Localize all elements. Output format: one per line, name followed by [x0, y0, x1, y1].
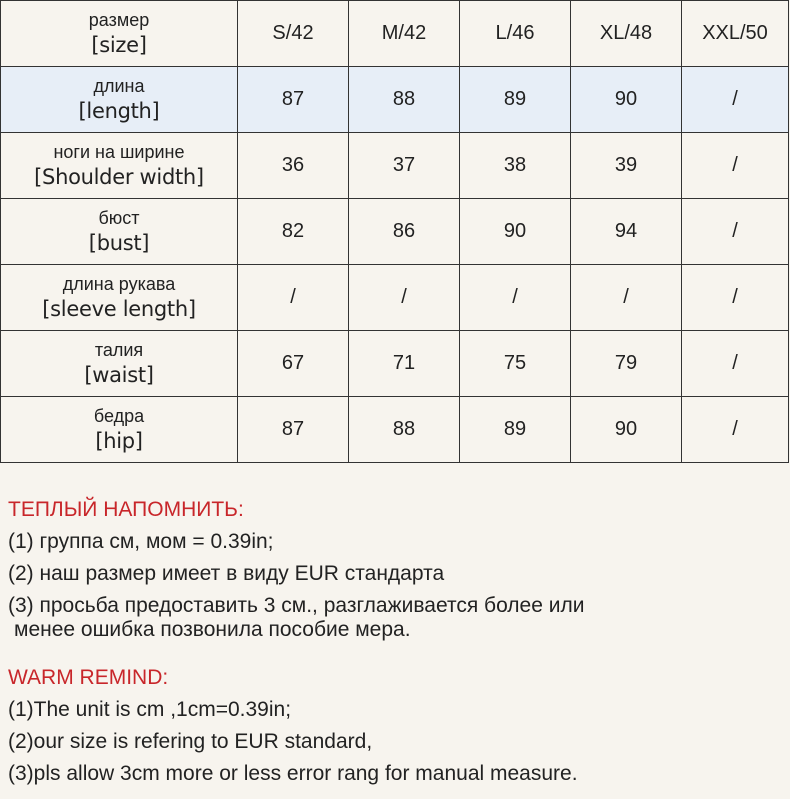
table-cell: /: [349, 265, 460, 331]
table-cell: /: [682, 67, 789, 133]
table-cell: /: [682, 199, 789, 265]
row-label-en: [Shoulder width]: [34, 164, 204, 189]
table-cell: /: [682, 133, 789, 199]
table-cell: 39: [571, 133, 682, 199]
notes-en: [8, 662, 788, 790]
table-cell: /: [238, 265, 349, 331]
row-label-cell: [1, 265, 238, 331]
notes-section: [8, 494, 788, 790]
table-cell: 71: [349, 331, 460, 397]
size-header-s: S/42: [238, 1, 349, 67]
table-row-bust: [1, 199, 789, 265]
row-label-cell: [1, 67, 238, 133]
table-row-shoulder-width: [1, 133, 789, 199]
table-cell: 88: [349, 67, 460, 133]
table-cell: 38: [460, 133, 571, 199]
table-cell: 94: [571, 199, 682, 265]
table-cell: /: [682, 397, 789, 463]
table-row-waist: [1, 331, 789, 397]
notes-ru-line-3: (3) просьба предоставить 3 см., разглаживается более или: [8, 594, 585, 617]
notes-en-line-1: (1)The unit is cm ,1cm=0.39in;: [8, 698, 292, 721]
row-label-en: [hip]: [95, 428, 143, 453]
row-label-ru: бюст: [98, 208, 140, 229]
table-cell: 89: [460, 67, 571, 133]
table-row-sleeve-length: [1, 265, 789, 331]
row-label-ru: ноги на ширине: [53, 142, 185, 163]
table-cell: 88: [349, 397, 460, 463]
row-label-en: [bust]: [88, 230, 150, 255]
size-header-m: M/42: [349, 1, 460, 67]
header-row: [1, 1, 789, 67]
table-cell: 90: [460, 199, 571, 265]
table-cell: 82: [238, 199, 349, 265]
table-cell: 90: [571, 397, 682, 463]
notes-en-line-2: (2)our size is refering to EUR standard,: [8, 730, 373, 753]
table-cell: 87: [238, 67, 349, 133]
table-cell: /: [460, 265, 571, 331]
row-label-ru: бедра: [93, 406, 145, 427]
size-header-xxl: XXL/50: [682, 1, 789, 67]
row-label-ru: длина: [93, 76, 145, 97]
table-row-hip: [1, 397, 789, 463]
table-cell: 87: [238, 397, 349, 463]
table-row-length: [1, 67, 789, 133]
size-header-xl: XL/48: [571, 1, 682, 67]
row-label-en: [length]: [78, 98, 160, 123]
row-label-en: [sleeve length]: [42, 296, 196, 321]
header-label-ru: размер: [88, 10, 150, 31]
row-label-cell: [1, 331, 238, 397]
header-label-cell: [1, 1, 238, 67]
row-label-cell: [1, 199, 238, 265]
notes-ru-heading: ТЕПЛЫЙ НАПОМНИТЬ:: [8, 498, 244, 521]
row-label-ru: талия: [94, 340, 144, 361]
table-cell: 89: [460, 397, 571, 463]
row-label-en: [waist]: [84, 362, 154, 387]
table-cell: 36: [238, 133, 349, 199]
table-cell: 37: [349, 133, 460, 199]
table-cell: 86: [349, 199, 460, 265]
row-label-cell: [1, 133, 238, 199]
table-cell: 79: [571, 331, 682, 397]
row-label-cell: [1, 397, 238, 463]
notes-en-heading: WARM REMIND:: [8, 666, 169, 689]
notes-ru-line-2: (2) наш размер имеет в виду EUR стандарта: [8, 562, 445, 585]
table-cell: /: [682, 265, 789, 331]
notes-ru: [8, 494, 788, 644]
header-label-en: [size]: [91, 32, 147, 57]
size-header-l: L/46: [460, 1, 571, 67]
table-cell: /: [571, 265, 682, 331]
table-cell: 90: [571, 67, 682, 133]
table-cell: 67: [238, 331, 349, 397]
notes-en-line-3: (3)pls allow 3cm more or less error rang for manual measure.: [8, 762, 578, 785]
table-cell: 75: [460, 331, 571, 397]
row-label-ru: длина рукава: [62, 274, 176, 295]
notes-ru-line-3-continued: менее ошибка позвонила пособие мера.: [14, 618, 411, 641]
notes-ru-line-1: (1) группа см, мом = 0.39in;: [8, 530, 274, 553]
table-cell: /: [682, 331, 789, 397]
